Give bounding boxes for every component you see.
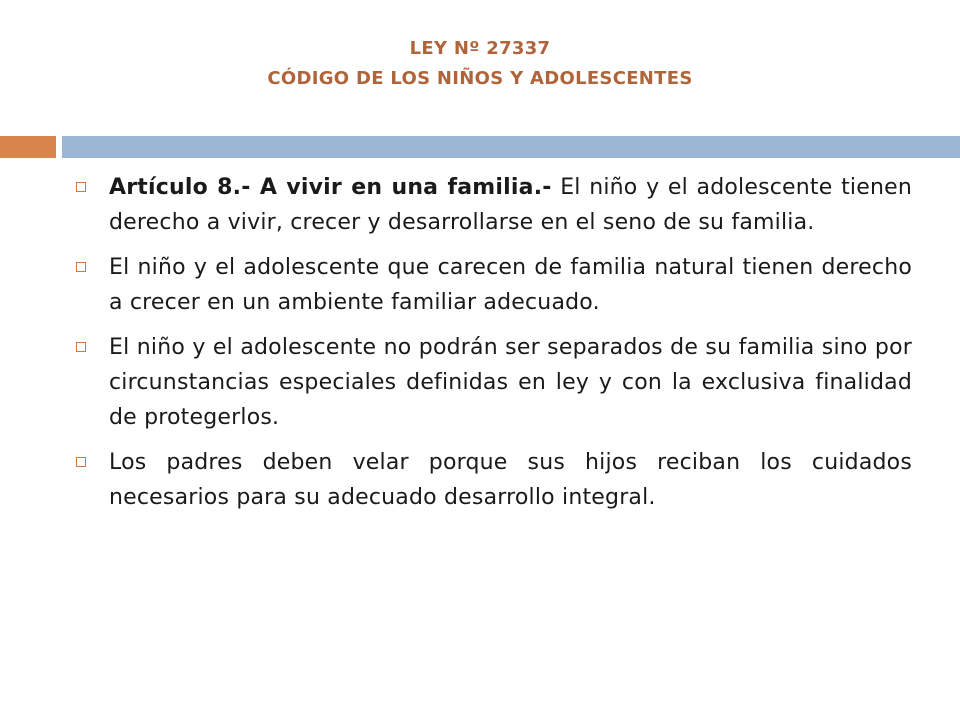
bullet-text: El niño y el adolescente no podrán ser separados de su familia sino por circunstancias especiales definidas en ley y con la exclusiva finalidad de protegerlos.: [109, 335, 912, 430]
list-item: [72, 445, 912, 515]
slide-title: [0, 34, 960, 94]
accent-bar-blue: [62, 136, 960, 158]
title-line-2: CÓDIGO DE LOS NIÑOS Y ADOLESCENTES: [267, 68, 693, 89]
list-item: [72, 250, 912, 320]
bullet-list: [72, 170, 912, 525]
bullet-text: El niño y el adolescente que carecen de familia natural tienen derecho a crecer en un ambiente familiar adecuado.: [109, 255, 912, 315]
list-item: [72, 170, 912, 240]
title-line-1: LEY Nº 27337: [409, 38, 551, 59]
accent-bar-orange: [0, 136, 56, 158]
square-bullet-icon: [76, 182, 86, 192]
square-bullet-icon: [76, 262, 86, 272]
square-bullet-icon: [76, 342, 86, 352]
list-item: [72, 330, 912, 435]
bullet-text: Los padres deben velar porque sus hijos reciban los cuidados necesarios para su adecuado desarrollo integral.: [109, 450, 912, 510]
square-bullet-icon: [76, 457, 86, 467]
bullet-text: El niño y el adolescente tienen derecho a vivir, crecer y desarrollarse en el seno de su familia.: [109, 175, 912, 235]
article-heading: Artículo 8.- A vivir en una familia.-: [109, 175, 552, 200]
